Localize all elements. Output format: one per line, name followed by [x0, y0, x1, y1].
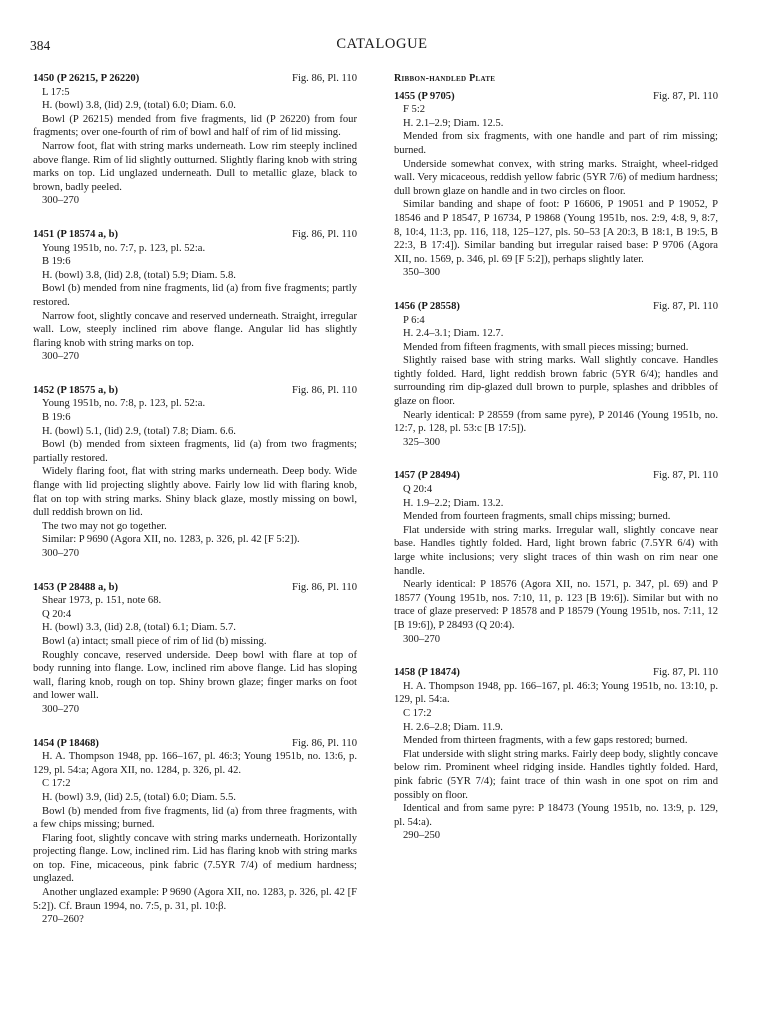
entry-heading — [33, 384, 357, 398]
catalogue-entry — [394, 469, 718, 646]
dimensions: H. (bowl) 3.8, (lid) 2.8, (total) 5.9; Diam. 5.8. — [42, 269, 236, 281]
entry-heading — [394, 300, 718, 314]
figure-reference: Fig. 86, Pl. 110 — [292, 581, 357, 593]
dimensions: H. (bowl) 3.9, (lid) 2.5, (total) 6.0; Diam. 5.5. — [42, 791, 236, 803]
entry-heading — [33, 228, 357, 242]
inventory-number: (P 18574 a, b) — [56, 228, 119, 240]
dimensions: H. 2.6–2.8; Diam. 11.9. — [403, 721, 503, 733]
catalogue-number: 1452 — [33, 384, 55, 396]
catalogue-number: 1451 — [33, 228, 55, 240]
inventory-number: (P 18468) — [56, 737, 99, 749]
entry-number — [394, 300, 460, 314]
deposit-location: C 17:2 — [403, 707, 432, 719]
figure-reference: Fig. 86, Pl. 110 — [292, 384, 357, 396]
bibliography-reference: H. A. Thompson 1948, pp. 166–167, pl. 46:3; Young 1951b, no. 13:10, p. 129, pl. 54:a. — [394, 680, 718, 706]
section-title: Ribbon-handled Plate — [394, 73, 496, 84]
deposit-location: C 17:2 — [42, 778, 71, 790]
deposit-location: Q 20:4 — [42, 608, 72, 620]
catalogue-entry — [33, 384, 357, 561]
date-range: 300–270 — [42, 351, 80, 363]
left-column — [33, 72, 357, 947]
description-paragraph: Flat underside with slight string marks. Fairly deep body, slightly concave below rim. Prominent wheel ridging inside. Handles tightly folded. Hard, pink fabric (5YR 7/4); faint trace of thin wash in one spot on rim and possibly on floor. — [394, 748, 718, 801]
description-paragraph: Mended from six fragments, with one handle and part of rim missing; burned. — [394, 131, 718, 156]
entry-heading — [33, 72, 357, 86]
catalogue-entry — [394, 300, 718, 450]
page-number: 384 — [30, 38, 51, 53]
right-column — [394, 72, 718, 863]
entry-heading — [394, 90, 718, 104]
catalogue-number: 1458 — [394, 667, 416, 679]
deposit-location: B 19:6 — [42, 256, 71, 268]
entry-number — [394, 666, 460, 680]
description-paragraph: Flaring foot, slightly concave with string marks underneath. Horizontally projecting flange. Low, inclined rim. Lid has flaring knob with string marks on top. Fine, micaceous, pink fabric (7.5YR 7/4) of medium hardness; unglazed. — [33, 832, 357, 885]
description-paragraph: Narrow foot, flat with string marks underneath. Low rim steeply inclined above flange. Rim of lid slightly outturned. Slightly flaring knob with string marks on top. Lid unglazed underneath. Dull to metallic glaze, black to brown, badly peeled. — [33, 140, 357, 193]
description-paragraph: Roughly concave, reserved underside. Deep bowl with flare at top of body running into flange. Low, inclined rim above flange. Lid has sloping wall, flaring knob, rough on top. Shiny brown glaze; finger marks on foot and lower wall. — [33, 649, 357, 702]
inventory-number: (P 18474) — [417, 667, 460, 679]
description-paragraph: Slightly raised base with string marks. Wall slightly concave. Handles tightly folded. Hard, light reddish brown fabric (5YR 6/4); handles and surrounding rim dip-glazed dull brown to purple, splashes and dribbles of glaze on floor. — [394, 355, 718, 408]
figure-reference: Fig. 86, Pl. 110 — [292, 228, 357, 240]
description-paragraph: Mended from fifteen fragments, with small pieces missing; burned. — [403, 341, 689, 353]
description-paragraph: Mended from thirteen fragments, with a few gaps restored; burned. — [403, 735, 688, 747]
entry-heading — [33, 581, 357, 595]
entry-heading — [394, 666, 718, 680]
inventory-number: (P 18575 a, b) — [56, 384, 119, 396]
description-paragraph: Underside somewhat convex, with string marks. Straight, wheel-ridged wall. Very micaceous, reddish yellow fabric (5YR 7/6) of medium hardness; dull brown glaze on handle and in two circles on floor. — [394, 158, 718, 197]
description-paragraph: Bowl (b) mended from five fragments, lid (a) from three fragments, with a few chips missing; burned. — [33, 805, 357, 831]
description-paragraph: Bowl (P 26215) mended from five fragments, lid (P 26220) from four fragments; over one-fourth of rim of bowl and half of rim of lid missing. — [33, 113, 357, 139]
running-title: CATALOGUE — [336, 36, 428, 52]
description-paragraph: Nearly identical: P 28559 (from same pyre), P 20146 (Young 1951b, no. 12:7, p. 128, pl. 53:c [B 17:5]). — [394, 409, 718, 435]
description-paragraph: Widely flaring foot, flat with string marks underneath. Deep body. Wide flange with lid projecting slightly above. Fairly low lid with flaring knob, flat on top with string marks. Shiny black glaze, mostly missing on bowl, dull reddish brown on lid. — [33, 466, 357, 519]
date-range: 270–260? — [42, 914, 84, 926]
date-range: 350–300 — [403, 267, 441, 279]
catalogue-number: 1456 — [394, 300, 416, 312]
inventory-number: (P 28488 a, b) — [56, 581, 119, 593]
entry-number — [33, 384, 118, 398]
dimensions: H. 2.1–2.9; Diam. 12.5. — [403, 117, 504, 129]
inventory-number: (P 9705) — [417, 90, 455, 102]
catalogue-entry — [394, 90, 718, 280]
bibliography-reference: Shear 1973, p. 151, note 68. — [42, 595, 162, 607]
figure-reference: Fig. 86, Pl. 110 — [292, 73, 357, 84]
dimensions: H. 2.4–3.1; Diam. 12.7. — [403, 328, 504, 340]
deposit-location: F 5:2 — [403, 104, 426, 116]
entry-number — [394, 469, 460, 483]
deposit-location: Q 20:4 — [403, 484, 433, 496]
entry-number — [33, 737, 99, 751]
deposit-location: L 17:5 — [42, 86, 70, 98]
entry-number — [33, 581, 118, 595]
catalogue-number: 1457 — [394, 470, 416, 482]
inventory-number: (P 26215, P 26220) — [56, 73, 140, 84]
right-entries — [394, 90, 718, 843]
description-paragraph: Similar: P 9690 (Agora XII, no. 1283, p. 326, pl. 42 [F 5:2]). — [42, 534, 300, 546]
inventory-number: (P 28558) — [417, 300, 460, 312]
description-paragraph: Bowl (a) intact; small piece of rim of lid (b) missing. — [42, 635, 267, 647]
catalogue-entry — [394, 666, 718, 843]
catalogue-number: 1455 — [394, 90, 416, 102]
figure-reference: Fig. 87, Pl. 110 — [653, 90, 718, 102]
date-range: 325–300 — [403, 436, 441, 448]
dimensions: H. (bowl) 3.3, (lid) 2.8, (total) 6.1; Diam. 5.7. — [42, 622, 236, 634]
entry-number — [33, 72, 139, 86]
bibliography-reference: H. A. Thompson 1948, pp. 166–167, pl. 46:3; Young 1951b, no. 13:6, p. 129, pl. 54:a; Agora XII, no. 1284, p. 326, pl. 42. — [33, 751, 357, 776]
catalogue-entry — [33, 581, 357, 717]
date-range: 290–250 — [403, 830, 441, 842]
entry-heading — [394, 469, 718, 483]
date-range: 300–270 — [42, 703, 80, 715]
entry-number — [394, 90, 455, 104]
description-paragraph: Nearly identical: P 18576 (Agora XII, no. 1571, p. 347, pl. 69) and P 18577 (Young 1951b, nos. 7:10, 11, p. 123 [B 19:6]). Similar but with no trace of glaze preserved: P 18578 and P 18579 (Young 1951b, nos. 7:11, 12 [B 19:6]), P 28493 (Q 20:4). — [394, 579, 718, 631]
date-range: 300–270 — [42, 195, 80, 207]
date-range: 300–270 — [403, 633, 441, 645]
inventory-number: (P 28494) — [417, 470, 460, 482]
description-paragraph: Mended from fourteen fragments, small chips missing; burned. — [403, 511, 671, 523]
catalogue-number: 1450 — [33, 73, 55, 84]
dimensions: H. 1.9–2.2; Diam. 13.2. — [403, 497, 504, 509]
description-paragraph: Another unglazed example: P 9690 (Agora XII, no. 1283, p. 326, pl. 42 [F 5:2]). Cf. Braun 1994, no. 7:5, p. 31, pl. 10:β. — [33, 887, 357, 912]
description-paragraph: Identical and from same pyre: P 18473 (Young 1951b, no. 13:9, p. 129, pl. 54:a). — [394, 803, 718, 828]
description-paragraph: Bowl (b) mended from nine fragments, lid (a) from five fragments; partly restored. — [33, 283, 357, 308]
catalogue-entry — [33, 228, 357, 364]
catalogue-number: 1453 — [33, 581, 55, 593]
catalogue-entry — [33, 737, 357, 927]
figure-reference: Fig. 87, Pl. 110 — [653, 470, 718, 482]
description-paragraph: Flat underside with string marks. Irregular wall, slightly concave near base. Handles tightly folded. Hard, light brown fabric (7.5YR 6/4) with large white inclusions; very slight traces of thin wash on rim near one handle. — [394, 524, 718, 577]
figure-reference: Fig. 86, Pl. 110 — [292, 737, 357, 749]
dimensions: H. (bowl) 5.1, (lid) 2.9, (total) 7.8; Diam. 6.6. — [42, 425, 236, 437]
description-paragraph: The two may not go together. — [42, 520, 167, 532]
description-paragraph: Bowl (b) mended from sixteen fragments, lid (a) from two fragments; partially restored. — [33, 439, 357, 464]
figure-reference: Fig. 87, Pl. 110 — [653, 300, 718, 312]
bibliography-reference: Young 1951b, no. 7:7, p. 123, pl. 52:a. — [42, 242, 206, 254]
entry-number — [33, 228, 118, 242]
description-paragraph: Narrow foot, slightly concave and reserved underneath. Straight, irregular wall. Low, steeply inclined rim above flange. Angular lid has slightly flaring knob with string marks on top. — [33, 310, 357, 349]
entry-heading — [33, 737, 357, 751]
description-paragraph: Similar banding and shape of foot: P 16606, P 19051 and P 19052, P 18546 and P 18547, P 16734, P 19868 (Young 1951b, nos. 2:9, 4:8, 9, 8:7, 8, 10:4, 11:3, pp. 116, 118, 125–127, pls. 50–53 [A 20:3, B 18:1, B 19:5, B 22:3, B 17:4]). Similar banding but irregular raised base: P 9706 (Agora XII, no. 1569, p. 346, pl. 69 [F 5:2]), perhaps slightly later. — [394, 199, 718, 265]
deposit-location: B 19:6 — [42, 412, 71, 424]
figure-reference: Fig. 87, Pl. 110 — [653, 667, 718, 679]
deposit-location: P 6:4 — [403, 314, 425, 326]
dimensions: H. (bowl) 3.8, (lid) 2.9, (total) 6.0; Diam. 6.0. — [42, 100, 236, 112]
bibliography-reference: Young 1951b, no. 7:8, p. 123, pl. 52:a. — [42, 398, 206, 410]
catalogue-entry — [33, 72, 357, 208]
date-range: 300–270 — [42, 548, 80, 559]
catalogue-number: 1454 — [33, 737, 55, 749]
